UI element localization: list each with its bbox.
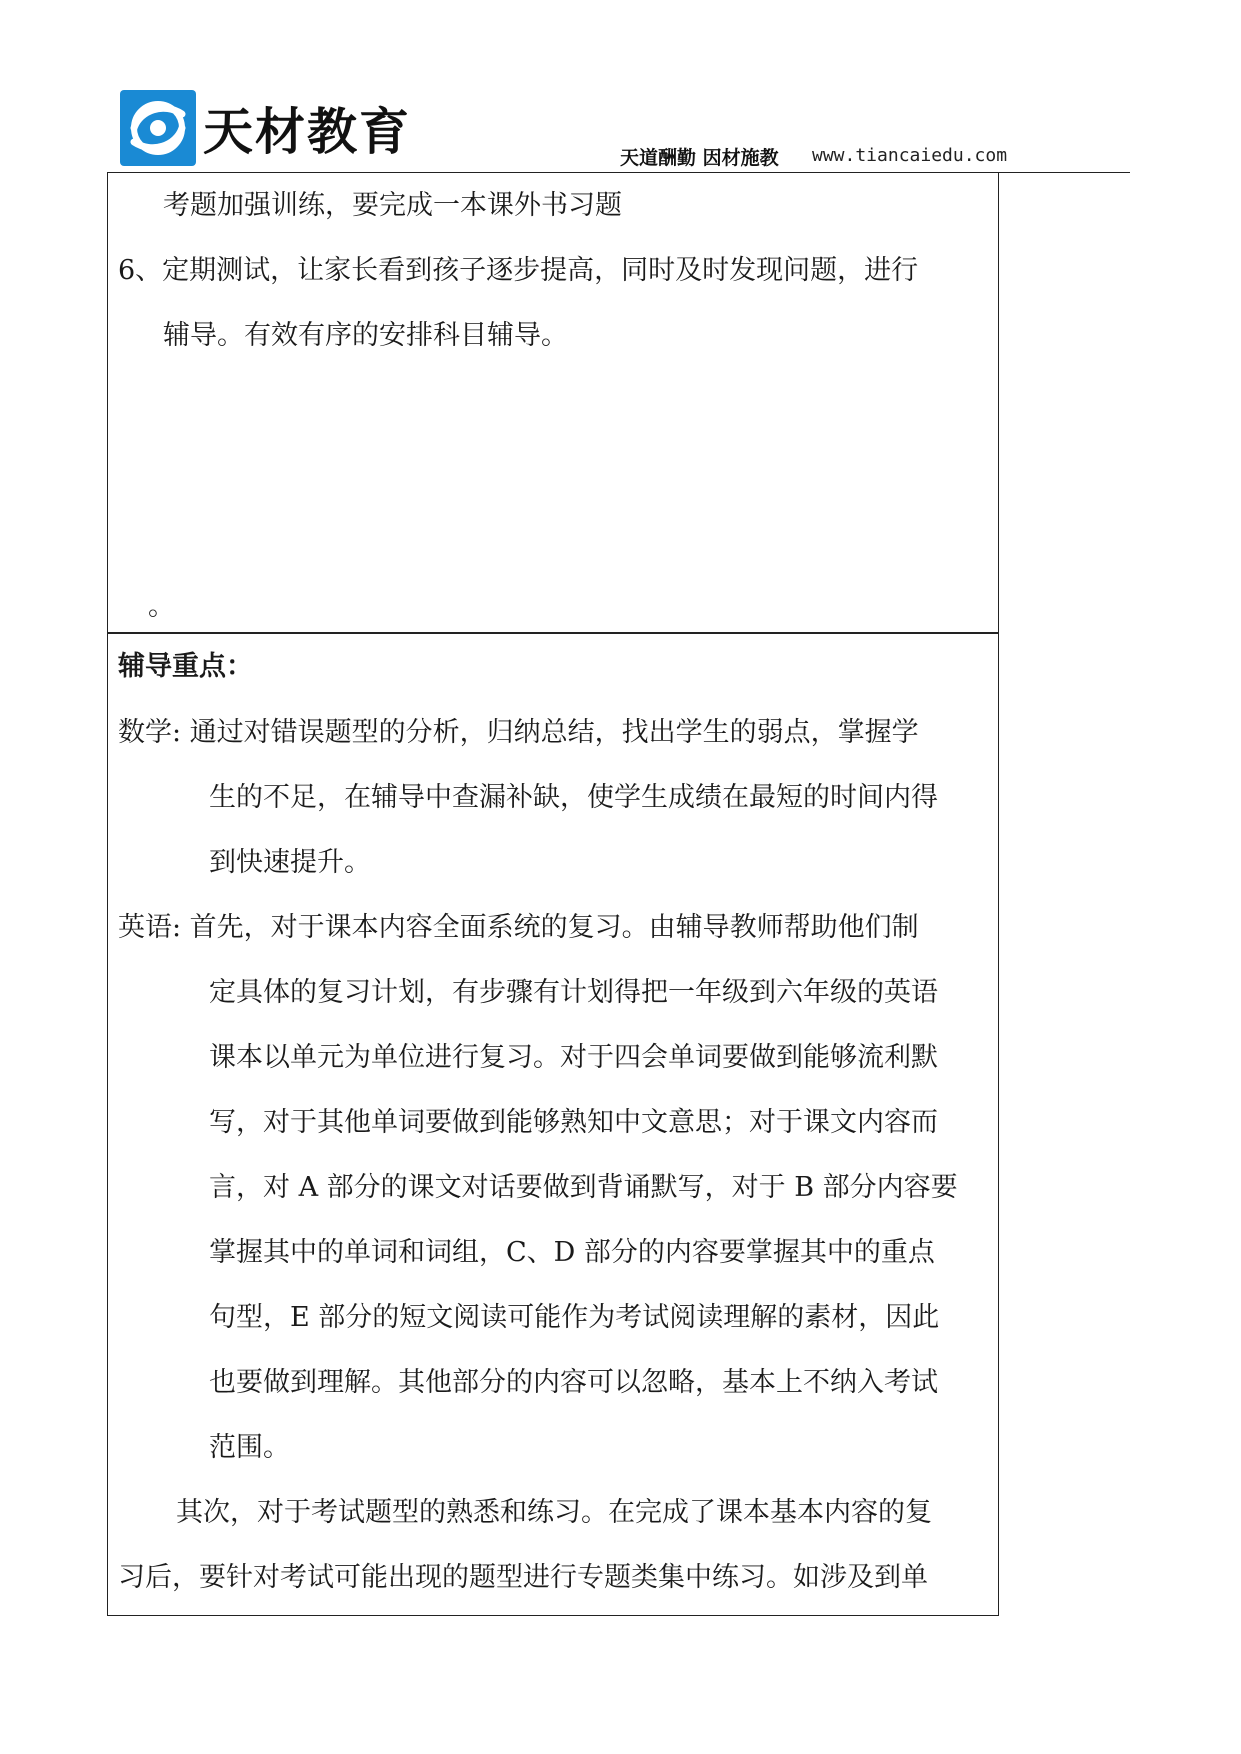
slogan: 天道酬勤 因材施教 bbox=[620, 147, 779, 169]
section-heading: 辅导重点： bbox=[118, 651, 253, 682]
paragraph-line: 其次，对于考试题型的熟悉和练习。在完成了课本基本内容的复 bbox=[176, 1497, 932, 1528]
tiancai-logo-icon bbox=[120, 90, 196, 166]
content-box-focus bbox=[107, 632, 999, 1616]
math-line: 到快速提升。 bbox=[209, 847, 371, 878]
english-line: 范围。 bbox=[209, 1432, 290, 1463]
english-line: 英语: 首先，对于课本内容全面系统的复习。由辅导教师帮助他们制 bbox=[118, 912, 919, 943]
english-line: 也要做到理解。其他部分的内容可以忽略，基本上不纳入考试 bbox=[209, 1367, 938, 1398]
math-line: 生的不足，在辅导中查漏补缺，使学生成绩在最短的时间内得 bbox=[209, 782, 938, 813]
page-header bbox=[0, 0, 1241, 180]
paragraph-line: 习后，要针对考试可能出现的题型进行专题类集中练习。如涉及到单 bbox=[118, 1562, 928, 1593]
text-line: 考题加强训练，要完成一本课外书习题 bbox=[163, 190, 622, 221]
math-line: 数学: 通过对错误题型的分析，归纳总结，找出学生的弱点，掌握学 bbox=[118, 717, 919, 748]
english-line: 课本以单元为单位进行复习。对于四会单词要做到能够流利默 bbox=[209, 1042, 938, 1073]
english-line: 写，对于其他单词要做到能够熟知中文意思；对于课文内容而 bbox=[209, 1107, 938, 1138]
english-line: 句型，E 部分的短文阅读可能作为考试阅读理解的素材，因此 bbox=[209, 1302, 940, 1333]
text-line: 6、定期测试，让家长看到孩子逐步提高，同时及时发现问题，进行 bbox=[118, 255, 919, 286]
english-line: 掌握其中的单词和词组，C、D 部分的内容要掌握其中的重点 bbox=[209, 1237, 935, 1268]
text-line: 辅导。有效有序的安排科目辅导。 bbox=[163, 320, 568, 351]
text-line: 。 bbox=[148, 591, 175, 622]
english-line: 定具体的复习计划，有步骤有计划得把一年级到六年级的英语 bbox=[209, 977, 938, 1008]
website-link[interactable]: www.tiancaiedu.com bbox=[812, 145, 1008, 166]
english-line: 言，对 A 部分的课文对话要做到背诵默写，对于 B 部分内容要 bbox=[209, 1172, 958, 1203]
logo-text: 天材教育 bbox=[203, 102, 411, 161]
content-box-upper bbox=[107, 172, 999, 634]
